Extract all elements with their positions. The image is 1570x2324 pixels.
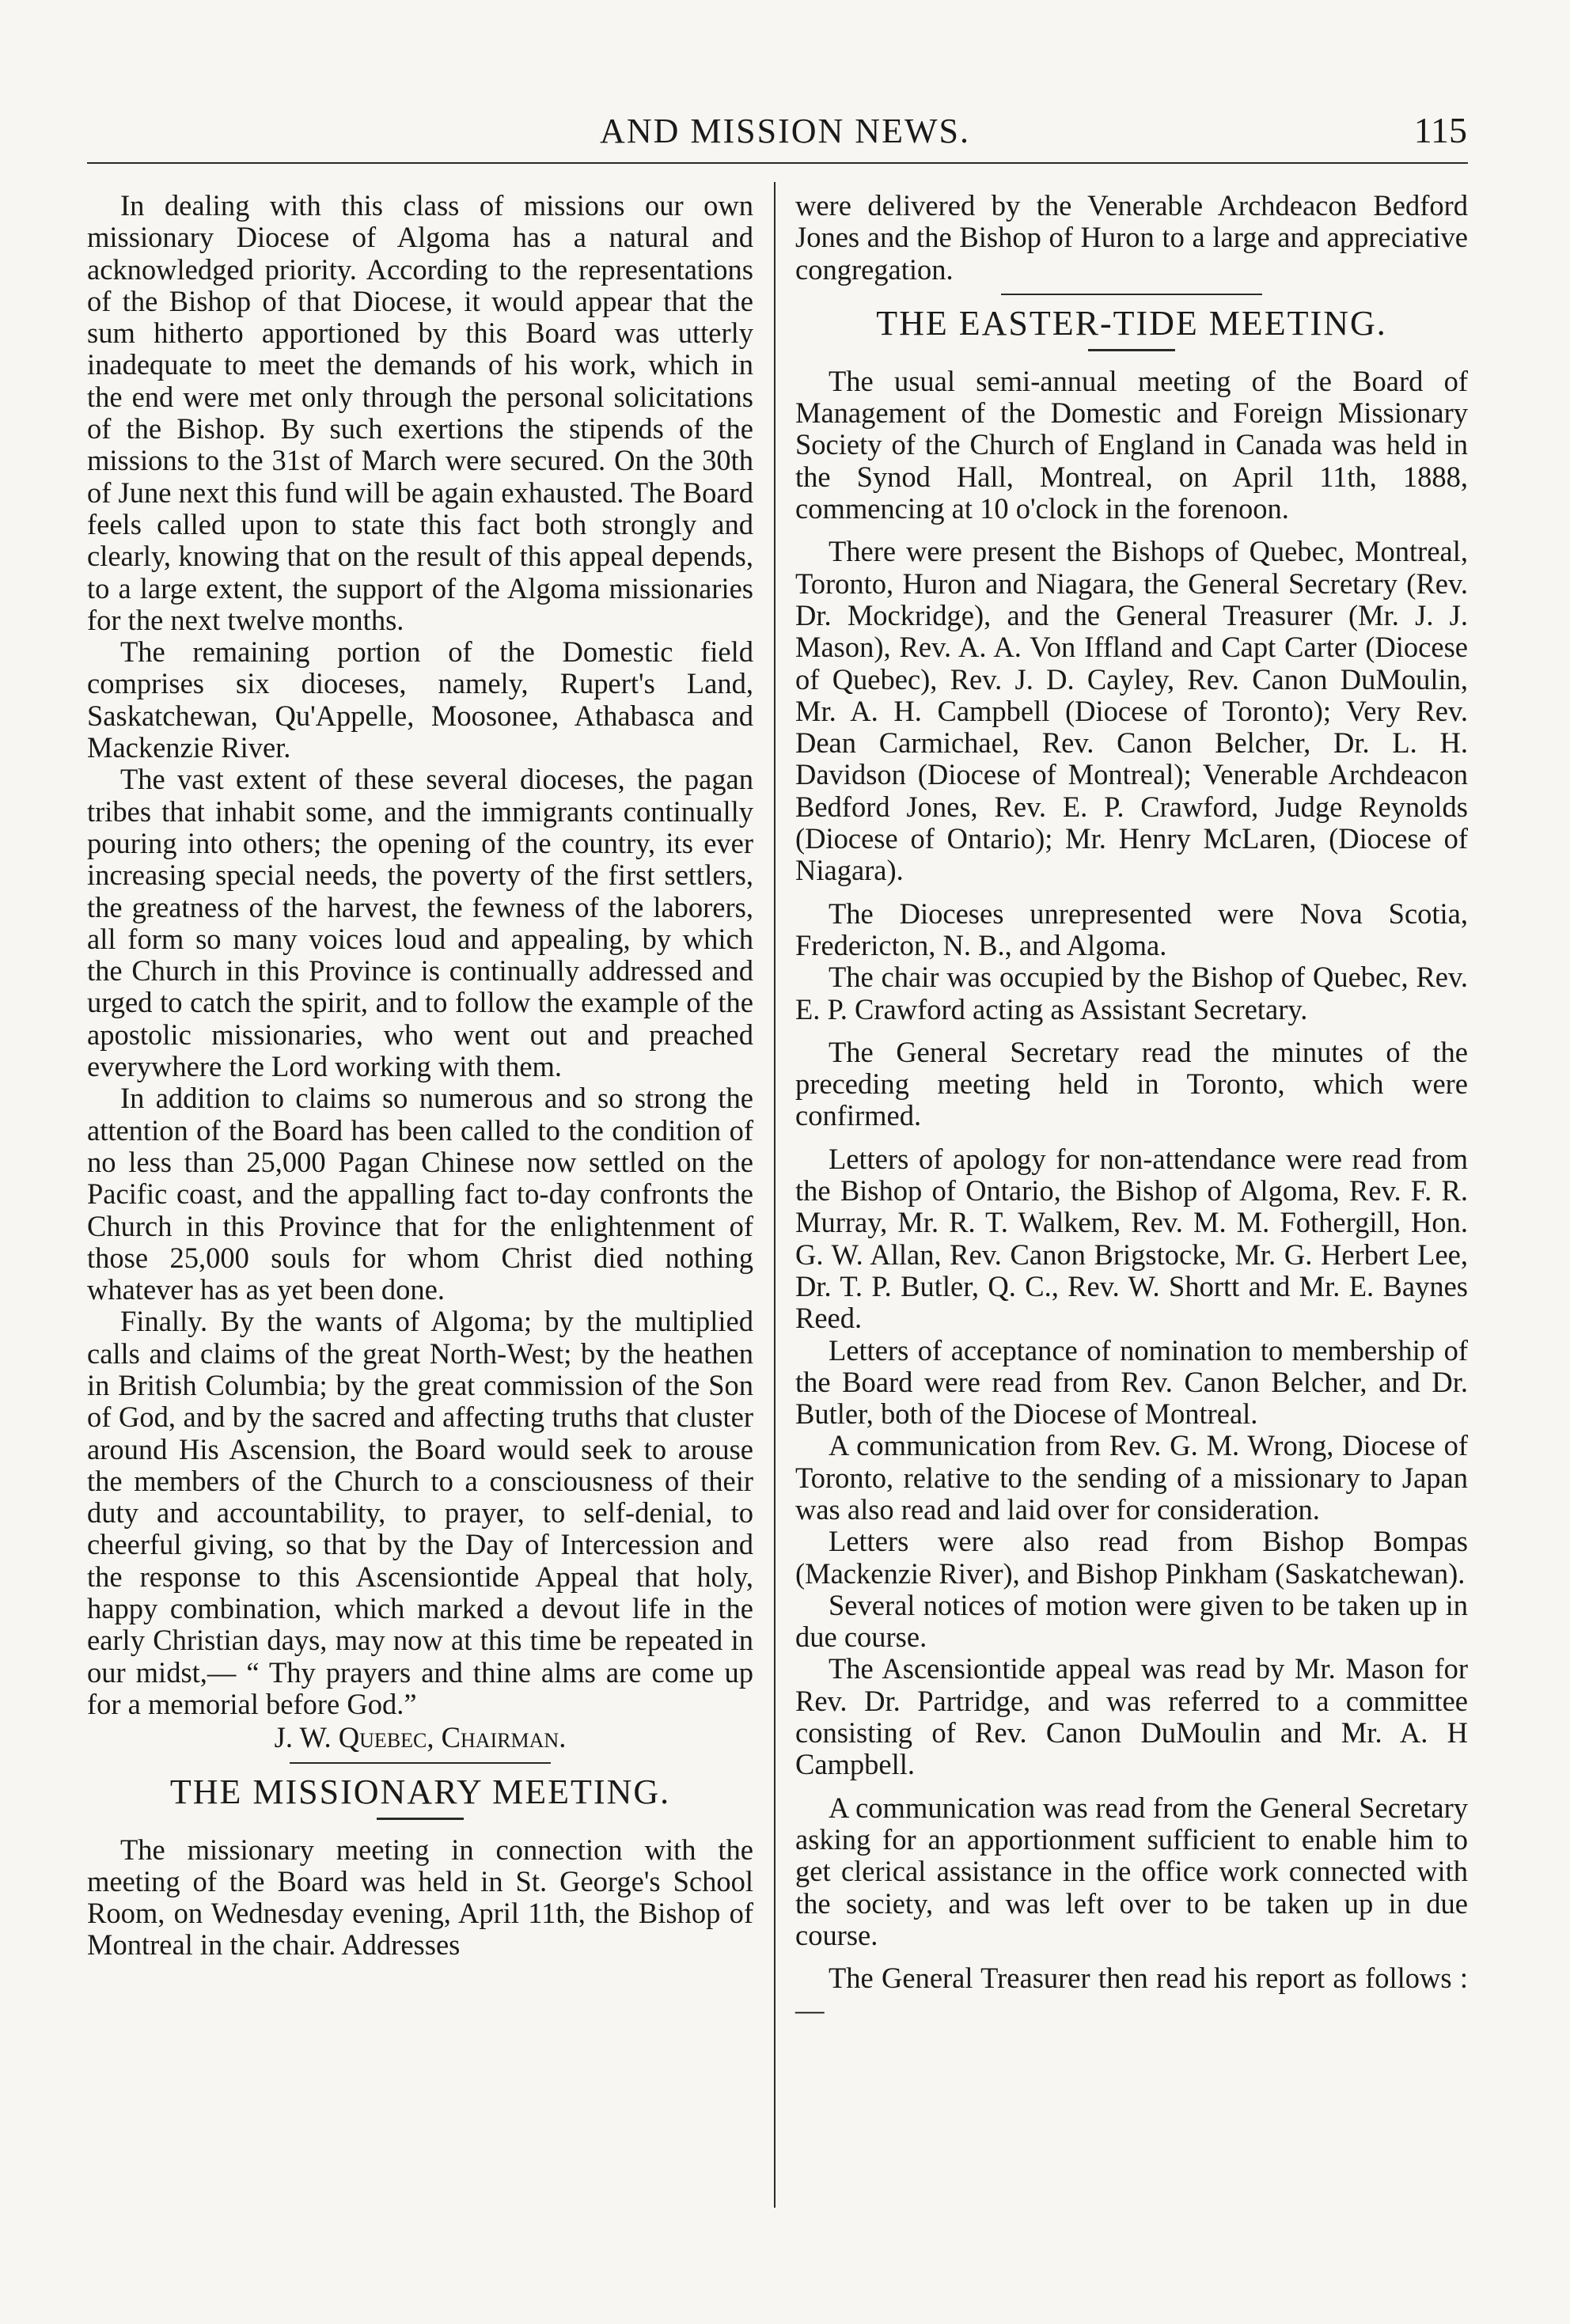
paragraph-ascensiontide: The Ascensiontide appeal was read by Mr. Mason for Rev. Dr. Partridge, and was referred to a committee consisting of Rev. Canon DuMoulin and Mr. A. H Campbell. (795, 1652, 1468, 1781)
column-divider (774, 182, 776, 2208)
paragraph-treasurer: The General Treasurer then read his report as follows :— (795, 1962, 1468, 2026)
paragraph-bompas: Letters were also read from Bishop Bompas (Mackenzie River), and Bishop Pinkham (Saskatchewan). (795, 1525, 1468, 1590)
paragraph-unrepresented: The Dioceses unrepresented were Nova Scotia, Fredericton, N. B., and Algoma. (795, 897, 1468, 961)
paragraph-chair: The chair was occupied by the Bishop of Quebec, Rev. E. P. Crawford acting as Assistant Secretary. (795, 961, 1468, 1026)
paragraph-chinese: In addition to claims so numerous and so strong the attention of the Board has been called to the condition of no less than 25,000 Pagan Chinese now settled on the Pacific coast, and the appalling fact to-day confronts the Church in this Province that for the enlightenment of those 25,000 souls for whom Christ died nothing whatever has as yet been done. (87, 1082, 753, 1306)
paragraph-vast-extent: The vast extent of these several dioceses, the pagan tribes that inhabit some, and the immigrants continually pouring into others; the opening of the country, its ever increasing special needs, the poverty of the first settlers, the greatness of the harvest, the fewness of the laborers, all form so many voices loud and appealing, by which the Church in this Province is continually addressed and urged to catch the spirit, and to follow the example of the apostolic missionaries, who went out and preached everywhere the Lord working with them. (87, 763, 753, 1083)
paragraph-general-secretary: A communication was read from the General Secretary asking for an apportionment sufficient to enable him to get clerical assistance in the office work connected with the society, and was left over to be taken up in due course. (795, 1791, 1468, 1951)
easter-tide-heading: THE EASTER-TIDE MEETING. (876, 303, 1387, 343)
header-divider (87, 162, 1468, 164)
paragraph-algoma: In dealing with this class of missions our own missionary Diocese of Algoma has a natural and acknowledged priority. According to the representations of the Bishop of that Diocese, it would appear that the sum hitherto apportioned by this Board was utterly inadequate to meet the demands of his work, which in the end were met only through the personal solicitations of the Bishop. By such exertions the stipends of the missions to the 31st of March were secured. On the 30th of June next this fund will be again exhausted. The Board feels called upon to state this fact both strongly and clearly, knowing that on the result of this appeal depends, to a large extent, the support of the Algoma missionaries for the next twelve months. (87, 189, 753, 636)
heading-dash (1088, 349, 1175, 351)
missionary-meeting-heading: THE MISSIONARY MEETING. (169, 1772, 671, 1811)
paragraph-domestic-field: The remaining portion of the Domestic field comprises six dioceses, namely, Rupert's Land, Saskatchewan, Qu'Appelle, Moosonee, Athabasca and Mackenzie River. (87, 635, 753, 764)
paragraph-notices: Several notices of motion were given to be taken up in due course. (795, 1588, 1468, 1654)
left-column (87, 190, 753, 1962)
running-header: AND MISSION NEWS. (600, 112, 970, 150)
paragraph-acceptance: Letters of acceptance of nomination to membership of the Board were read from Rev. Canon Belcher, and Dr. Butler, both of the Diocese of Montreal. (795, 1333, 1468, 1431)
paragraph-apologies: Letters of apology for non-attendance were read from the Bishop of Ontario, the Bishop of Algoma, Rev. F. R. Murray, Mr. R. T. Walkem, Rev. M. M. Fothergill, Hon. G. W. Allan, Rev. Canon Brigstocke, Mr. G. Herbert Lee, Dr. T. P. Butler, Q. C., Rev. W. Shortt and Mr. E. Baynes Reed. (795, 1142, 1468, 1335)
paragraph-missionary-meeting: The missionary meeting in connection with the meeting of the Board was held in St. George's School Room, on Wednesday evening, April 11th, the Bishop of Montreal in the chair. Addresses (87, 1833, 753, 1962)
paragraph-present: There were present the Bishops of Quebec, Montreal, Toronto, Huron and Niagara, the General Secretary (Rev. Dr. Mockridge), and the General Treasurer (Mr. J. J. Mason), Rev. A. A. Von Iffland and Capt Carter (Diocese of Quebec), Rev. J. D. Cayley, Rev. Canon DuMoulin, Mr. A. H. Campbell (Diocese of Toronto); Very Rev. Dean Carmichael, Rev. Canon Belcher, Dr. L. H. Davidson (Diocese of Montreal); Venerable Archdeacon Bedford Jones, Rev. E. P. Crawford, Judge Reynolds (Diocese of Ontario); Mr. Henry McLaren, (Diocese of Niagara). (795, 535, 1468, 887)
paragraph-semi-annual: The usual semi-annual meeting of the Board of Management of the Domestic and Foreign Missionary Society of the Church of England in Canada was held in the Synod Hall, Montreal, on April 11th, 1888, commencing at 10 o'clock in the forenoon. (795, 364, 1468, 525)
paragraph-finally: Finally. By the wants of Algoma; by the multiplied calls and claims of the great North-West; by the heathen in British Columbia; by the great commission of the Son of God, and by the sacred and affecting truths that cluster around His Ascension, the Board would seek to arouse the members of the Church to a consciousness of their duty and accountability, to prayer, to self-denial, to cheerful giving, so that by the Day of Intercession and the response to this Ascensiontide Appeal that holy, happy combination, which marked a devout life in the early Christian days, may now at this time be repeated in our midst,— “ Thy prayers and thine alms are come up for a memorial before God.” (87, 1305, 753, 1720)
page-number: 115 (1413, 110, 1467, 150)
paragraph-minutes: The General Secretary read the minutes of the preceding meeting held in Toronto, which were confirmed. (795, 1035, 1468, 1132)
section-rule (1001, 294, 1262, 295)
heading-dash (377, 1818, 464, 1820)
chairman-signature: J. W. Quebec, Chairman. (274, 1721, 567, 1754)
paragraph-wrong: A communication from Rev. G. M. Wrong, Diocese of Toronto, relative to the sending of a missionary to Japan was also read and laid over for consideration. (795, 1429, 1468, 1526)
paragraph-continuation: were delivered by the Venerable Archdeacon Bedford Jones and the Bishop of Huron to a large and appreciative congregation. (795, 189, 1468, 286)
right-column (795, 190, 1468, 2026)
section-rule (290, 1762, 551, 1764)
